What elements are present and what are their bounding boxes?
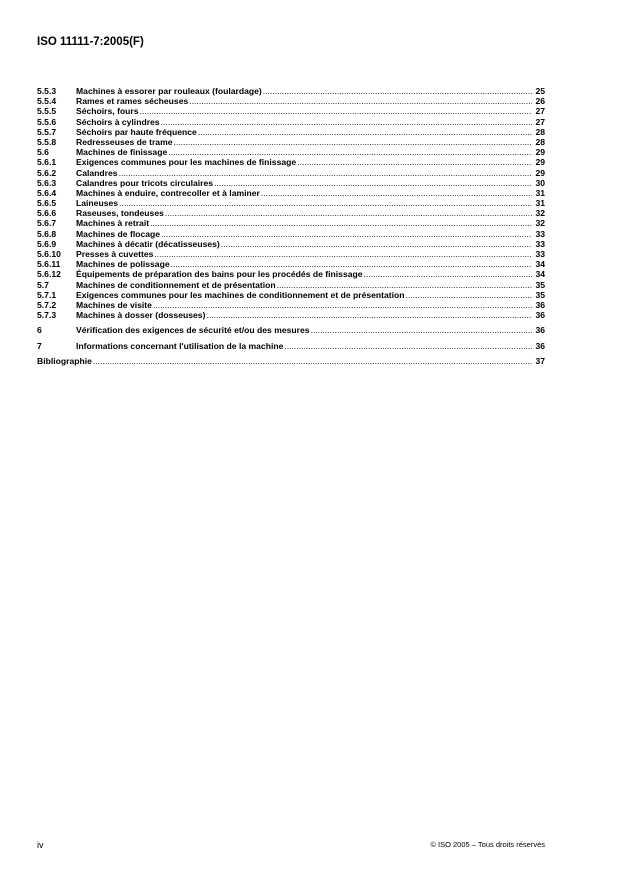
toc-dot-leader [261,188,532,198]
toc-entry-page: 31 [535,198,545,209]
toc-entry[interactable] [37,341,545,351]
toc-entry-number: 5.7.3 [37,310,57,321]
toc-entry-number: 5.5.7 [37,126,57,137]
toc-dot-leader [221,239,532,249]
toc-dot-leader [119,198,532,208]
toc-dot-leader [311,325,532,335]
toc-entry-page: 27 [535,116,545,127]
toc-entry-title: Raseuses, tondeuses [76,208,164,219]
toc-entry-number: 5.6.11 [37,259,61,270]
toc-entry[interactable] [37,218,545,228]
toc-entry-title: Machines à enduire, contrecoller et à laminer [76,187,260,198]
toc-entry-number: 5.5.5 [37,106,57,117]
toc-entry-page: 32 [535,208,545,219]
toc-entry-page: 37 [535,355,545,366]
toc-entry-title: Machines de polissage [76,259,170,270]
toc-entry-title: Redresseuses de trame [76,136,173,147]
toc-entry-number: 5.7.2 [37,299,57,310]
toc-entry-number: 5.6.2 [37,167,57,178]
toc-entry-title: Machines de flocage [76,228,161,239]
toc-entry-number: 5.6.10 [37,249,61,259]
toc-entry-page: 36 [535,299,545,310]
toc-entry[interactable] [37,208,545,218]
toc-dot-leader [206,310,532,320]
page-number: iv [37,840,44,850]
toc-entry-title: Laineuses [76,198,119,209]
toc-dot-leader [189,96,532,106]
toc-dot-leader [406,290,532,300]
toc-entry-page: 36 [535,340,545,351]
toc-entry-page: 35 [535,279,545,290]
toc-entry-number: 5.6.3 [37,177,57,188]
toc-entry-number: 5.7.1 [37,289,57,300]
toc-entry[interactable] [37,239,545,249]
toc-entry-page: 25 [535,86,545,96]
toc-entry-number: 5.6.12 [37,269,61,280]
toc-entry-page: 36 [535,310,545,321]
toc-dot-leader [119,168,532,178]
toc-entry-page: 33 [535,228,545,239]
toc-dot-leader [168,147,532,157]
toc-entry-title: Machines à essorer par rouleaux (foulardage) [76,86,262,96]
toc-entry[interactable] [37,259,545,269]
toc-entry-number: 6 [37,325,42,336]
toc-entry[interactable] [37,86,545,96]
toc-dot-leader [198,127,532,137]
toc-entry-number: 5.5.8 [37,136,57,147]
document-id-header: ISO 11111-7:2005(F) [37,36,144,48]
toc-entry-page: 33 [535,238,545,249]
toc-dot-leader [297,157,532,167]
toc-entry-title: Calandres pour tricots circulaires [76,177,214,188]
toc-entry-number: 7 [37,340,42,351]
toc-entry[interactable] [37,96,545,106]
toc-entry-number: 5.6.5 [37,198,57,209]
toc-entry-title: Bibliographie [37,355,92,366]
toc-dot-leader [154,249,532,259]
toc-dot-leader [263,86,532,96]
toc-entry[interactable] [37,117,545,127]
toc-entry-page: 29 [535,167,545,178]
toc-entry-title: Machines à décatir (décatisseuses) [76,238,220,249]
toc-entry-number: 5.6.6 [37,208,57,219]
toc-entry[interactable] [37,280,545,290]
toc-dot-leader [214,178,532,188]
toc-entry-page: 28 [535,126,545,137]
toc-entry-number: 5.6.4 [37,187,57,198]
toc-dot-leader [153,300,532,310]
toc-entry-title: Séchoirs par haute fréquence [76,126,197,137]
toc-entry-number: 5.6 [37,147,49,158]
toc-entry-title: Machines de visite [76,299,152,310]
toc-dot-leader [165,208,532,218]
toc-entry[interactable] [37,127,545,137]
toc-entry[interactable] [37,249,545,259]
toc-entry-title: Machines de finissage [76,147,168,158]
toc-entry[interactable] [37,325,545,335]
toc-entry-number: 5.6.9 [37,238,57,249]
toc-entry-page: 34 [535,269,545,280]
toc-entry-page: 28 [535,136,545,147]
toc-entry-page: 26 [535,96,545,107]
toc-dot-leader [140,106,532,116]
toc-entry[interactable] [37,356,545,366]
toc-entry[interactable] [37,178,545,188]
toc-entry-title: Machines de conditionnement et de présentation [76,279,276,290]
toc-entry-number: 5.6.8 [37,228,57,239]
toc-entry-page: 27 [535,106,545,117]
toc-entry-title: Exigences communes pour les machines de finissage [76,157,297,168]
toc-entry-title: Équipements de préparation des bains pour les procédés de finissage [76,269,363,280]
toc-entry-title: Presses à cuvettes [76,249,154,259]
toc-entry-page: 34 [535,259,545,270]
toc-entry-title: Vérification des exigences de sécurité et/ou des mesures [76,325,310,336]
toc-entry[interactable] [37,310,545,320]
toc-entry-title: Machines à retrait [76,218,150,229]
copyright-notice: © ISO 2005 – Tous droits réservés [430,840,545,849]
toc-entry-number: 5.5.3 [37,86,57,96]
toc-entry-title: Informations concernant l'utilisation de la machine [76,340,284,351]
toc-entry[interactable] [37,300,545,310]
toc-entry-page: 35 [535,289,545,300]
toc-entry-title: Séchoirs, fours [76,106,139,117]
table-of-contents [37,86,545,366]
toc-entry[interactable] [37,290,545,300]
toc-entry[interactable] [37,106,545,116]
toc-entry-page: 29 [535,157,545,168]
toc-entry-number: 5.7 [37,279,49,290]
toc-dot-leader [161,229,532,239]
toc-entry-page: 32 [535,218,545,229]
toc-entry-page: 36 [535,325,545,336]
toc-entry-page: 33 [535,249,545,259]
toc-dot-leader [161,117,532,127]
toc-entry[interactable] [37,188,545,198]
toc-entry-page: 31 [535,187,545,198]
toc-entry-title: Calandres [76,167,118,178]
toc-dot-leader [277,280,532,290]
toc-dot-leader [150,218,532,228]
toc-entry[interactable] [37,147,545,157]
toc-entry-number: 5.5.6 [37,116,57,127]
toc-entry-title: Exigences communes pour les machines de conditionnement et de présentation [76,289,405,300]
toc-entry[interactable] [37,229,545,239]
toc-dot-leader [174,137,533,147]
toc-entry-page: 29 [535,147,545,158]
toc-entry-title: Machines à dosser (dosseuses) [76,310,206,321]
toc-entry-number: 5.6.7 [37,218,57,229]
toc-dot-leader [284,341,532,351]
toc-dot-leader [364,269,532,279]
toc-entry[interactable] [37,269,545,279]
toc-entry-title: Séchoirs à cylindres [76,116,160,127]
toc-dot-leader [171,259,532,269]
toc-entry[interactable] [37,198,545,208]
toc-entry-number: 5.6.1 [37,157,57,168]
toc-entry[interactable] [37,157,545,167]
toc-entry[interactable] [37,137,545,147]
toc-entry-title: Rames et rames sécheuses [76,96,189,107]
toc-dot-leader [93,356,532,366]
toc-entry-number: 5.5.4 [37,96,57,107]
toc-entry[interactable] [37,168,545,178]
toc-entry-page: 30 [535,177,545,188]
